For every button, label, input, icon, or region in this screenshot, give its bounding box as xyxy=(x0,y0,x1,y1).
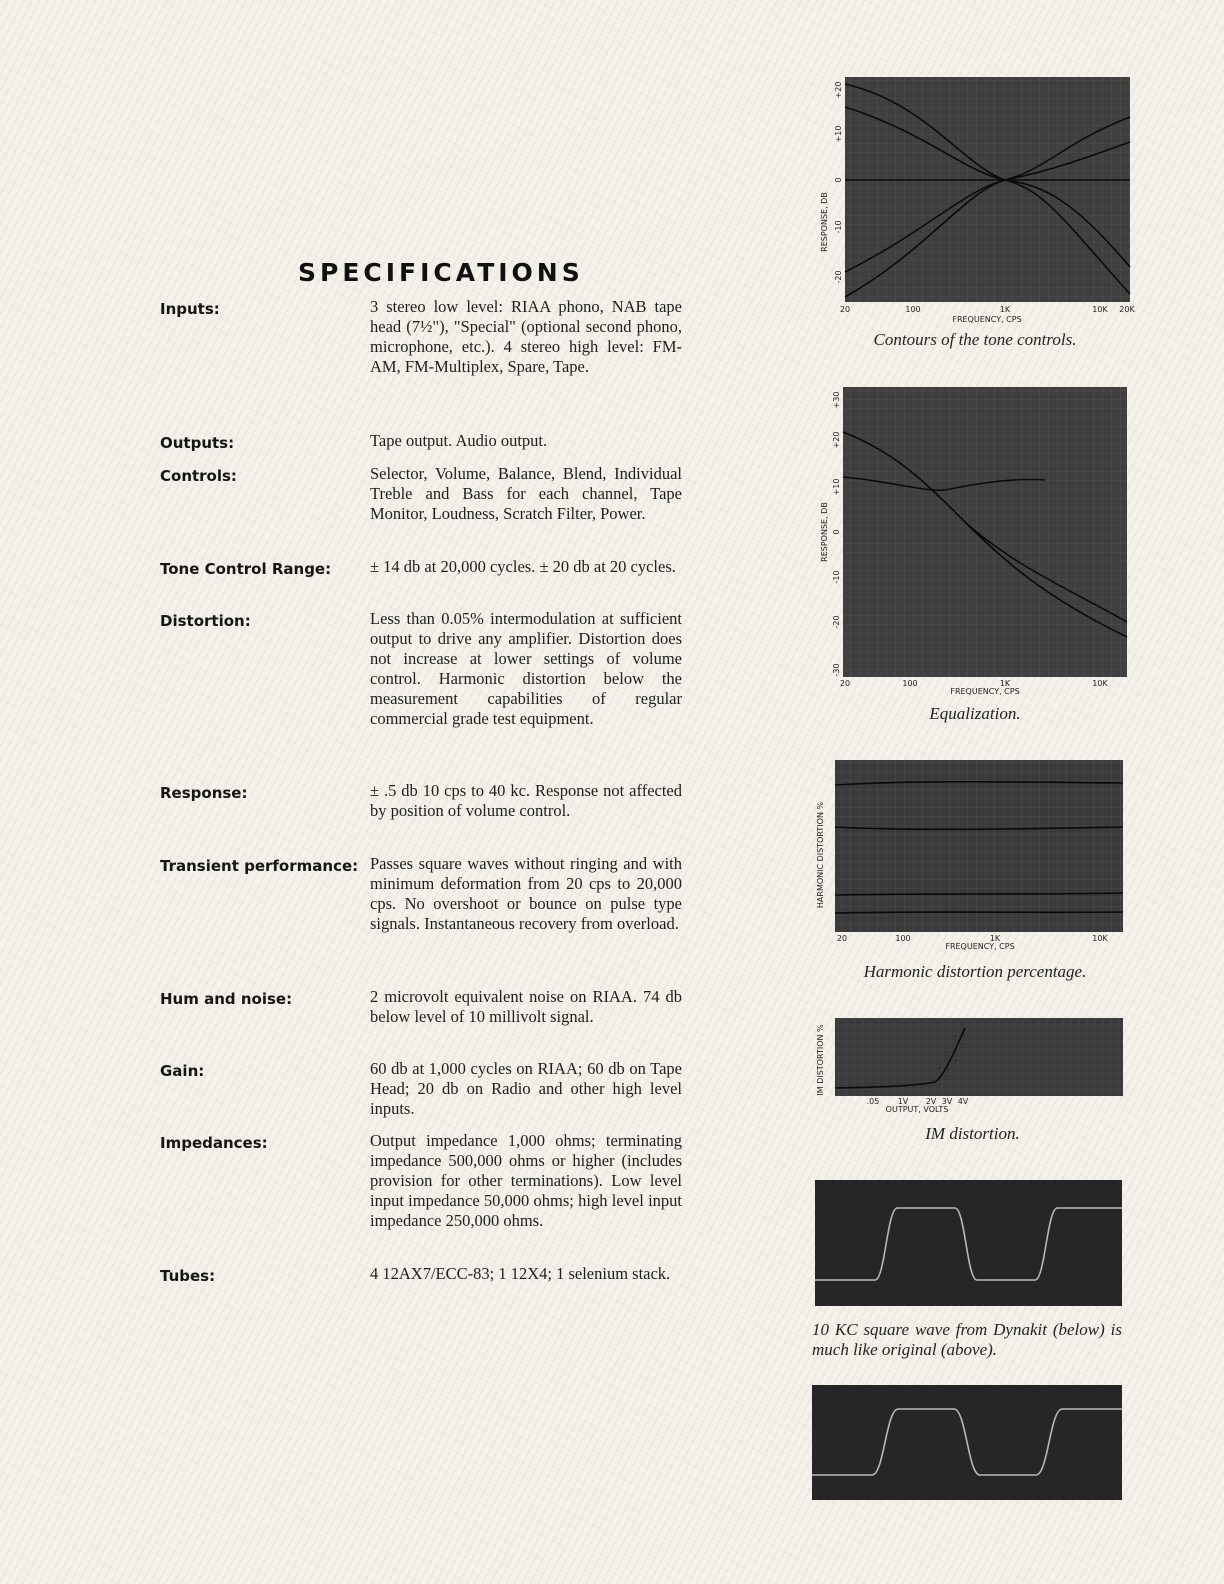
im-x-tick: 3V xyxy=(941,1097,953,1106)
spec-label-response: Response: xyxy=(160,784,248,802)
eq-y-tick: +20 xyxy=(832,431,841,449)
tone-y-tick: -20 xyxy=(834,270,843,284)
eq-x-tick: 1K xyxy=(999,679,1011,688)
harmonic-curve-bottom xyxy=(835,912,1123,913)
harmonic-x-tick: 1K xyxy=(989,934,1001,943)
im-x-tick: 1V xyxy=(897,1097,909,1106)
tone-y-tick: +20 xyxy=(834,81,843,99)
square-wave-caption: 10 KC square wave from Dynakit (below) is much like original (above). xyxy=(812,1320,1122,1359)
spec-value-hum-and-noise: 2 microvolt equivalent noise on RIAA. 74 db below level of 10 millivolt signal. xyxy=(370,987,682,1026)
im-y-label: IM DISTORTION % xyxy=(816,1024,825,1096)
im-x-label: OUTPUT, VOLTS xyxy=(885,1105,949,1114)
square-wave-dynakit-image xyxy=(812,1385,1122,1500)
equalization-caption: Equalization. xyxy=(929,704,1021,723)
spec-label-controls: Controls: xyxy=(160,467,237,485)
harmonic-y-label: HARMONIC DISTORTION % xyxy=(816,801,825,909)
spec-value-transient-performance: Passes square waves without ringing and with minimum deformation from 20 cps to 20,000 cps. No overshoot or bounce on pulse type signals. Instantaneous recovery from overload. xyxy=(370,854,682,933)
square-wave-original-image xyxy=(815,1180,1122,1306)
im-distortion-figure xyxy=(815,1010,1130,1115)
tone-x-tick: 100 xyxy=(905,305,921,314)
eq-x-tick: 10K xyxy=(1092,679,1108,688)
tone-y-tick: -10 xyxy=(834,220,843,234)
spec-value-tone-control-range: ± 14 db at 20,000 cycles. ± 20 db at 20 cycles. xyxy=(370,557,676,576)
im-distortion-caption: IM distortion. xyxy=(925,1124,1020,1143)
eq-y-tick: 0 xyxy=(832,529,841,535)
spec-label-gain: Gain: xyxy=(160,1062,205,1080)
spec-label-tubes: Tubes: xyxy=(160,1267,216,1285)
tone-x-label: FREQUENCY, CPS xyxy=(952,315,1022,324)
square-wave-original-photo xyxy=(815,1180,1122,1306)
spec-label-outputs: Outputs: xyxy=(160,434,235,452)
tone-y-label: RESPONSE, DB xyxy=(820,192,829,252)
im-x-tick: .05 xyxy=(866,1097,880,1106)
harmonic-x-tick: 20 xyxy=(836,934,848,943)
spec-label-inputs: Inputs: xyxy=(160,300,220,318)
spec-label-tone-control-range: Tone Control Range: xyxy=(160,560,332,578)
tone-contours-graph xyxy=(815,72,1135,328)
spec-value-impedances: Output impedance 1,000 ohms; terminating impedance 500,000 ohms or higher (includes provision for other terminations). Low level input impedance 50,000 ohms; high level input impedance 250,000 ohms. xyxy=(370,1131,682,1230)
eq-y-tick: -10 xyxy=(832,570,841,584)
tone-x-tick: 10K xyxy=(1092,305,1108,314)
spec-value-distortion: Less than 0.05% intermodulation at sufficient output to drive any amplifier. Distortion does not increase at lower settings of volume control. Harmonic distortion below the measurement capabilities of regular commercial grade test equipment. xyxy=(370,609,682,728)
spec-value-tubes: 4 12AX7/ECC-83; 1 12X4; 1 selenium stack. xyxy=(370,1264,671,1283)
spec-value-gain: 60 db at 1,000 cycles on RIAA; 60 db on Tape Head; 20 db on Radio and other high level inputs. xyxy=(370,1059,682,1118)
tone-y-tick: +10 xyxy=(834,125,843,143)
spec-label-hum-and-noise: Hum and noise: xyxy=(160,990,293,1008)
tone-x-tick: 20 xyxy=(839,305,851,314)
eq-y-tick: -30 xyxy=(832,663,841,677)
im-x-tick: 2V xyxy=(925,1097,937,1106)
equalization-graph xyxy=(815,382,1135,700)
specifications-heading: SPECIFICATIONS xyxy=(298,258,584,287)
harmonic-x-tick: 10K xyxy=(1092,934,1108,943)
equalization-figure xyxy=(815,382,1135,700)
tone-contours-figure xyxy=(815,72,1135,328)
spec-value-response: ± .5 db 10 cps to 40 kc. Response not affected by position of volume control. xyxy=(370,781,682,820)
tone-y-tick: 0 xyxy=(834,177,843,183)
eq-x-label: FREQUENCY, CPS xyxy=(950,687,1020,696)
spec-value-outputs: Tape output. Audio output. xyxy=(370,431,548,450)
eq-y-tick: +10 xyxy=(832,478,841,496)
harmonic-distortion-figure xyxy=(815,745,1135,953)
eq-y-label: RESPONSE, DB xyxy=(820,502,829,562)
spec-value-inputs: 3 stereo low level: RIAA phono, NAB tape head (7½"), "Special" (optional second phono, microphone, etc.). 4 stereo high level: FM-AM, FM-Multiplex, Spare, Tape. xyxy=(370,297,682,376)
eq-y-tick: -20 xyxy=(832,615,841,629)
tone-x-tick: 1K xyxy=(999,305,1011,314)
spec-value-controls: Selector, Volume, Balance, Blend, Individual Treble and Bass for each channel, Tape Monitor, Loudness, Scratch Filter, Power. xyxy=(370,464,682,523)
im-distortion-graph xyxy=(815,1010,1130,1115)
tone-x-tick: 20K xyxy=(1119,305,1135,314)
im-x-tick: 4V xyxy=(957,1097,969,1106)
harmonic-distortion-caption: Harmonic distortion percentage. xyxy=(863,962,1087,981)
eq-y-tick: +30 xyxy=(832,391,841,409)
harmonic-x-tick: 100 xyxy=(895,934,911,943)
harmonic-x-label: FREQUENCY, CPS xyxy=(945,942,1015,951)
spec-label-impedances: Impedances: xyxy=(160,1134,268,1152)
spec-label-distortion: Distortion: xyxy=(160,612,251,630)
square-wave-dynakit-photo xyxy=(812,1385,1122,1500)
eq-x-tick: 100 xyxy=(902,679,918,688)
harmonic-distortion-graph xyxy=(815,745,1135,953)
eq-x-tick: 20 xyxy=(839,679,851,688)
tone-contours-caption: Contours of the tone controls. xyxy=(873,330,1077,349)
spec-label-transient-performance: Transient performance: xyxy=(160,857,359,875)
